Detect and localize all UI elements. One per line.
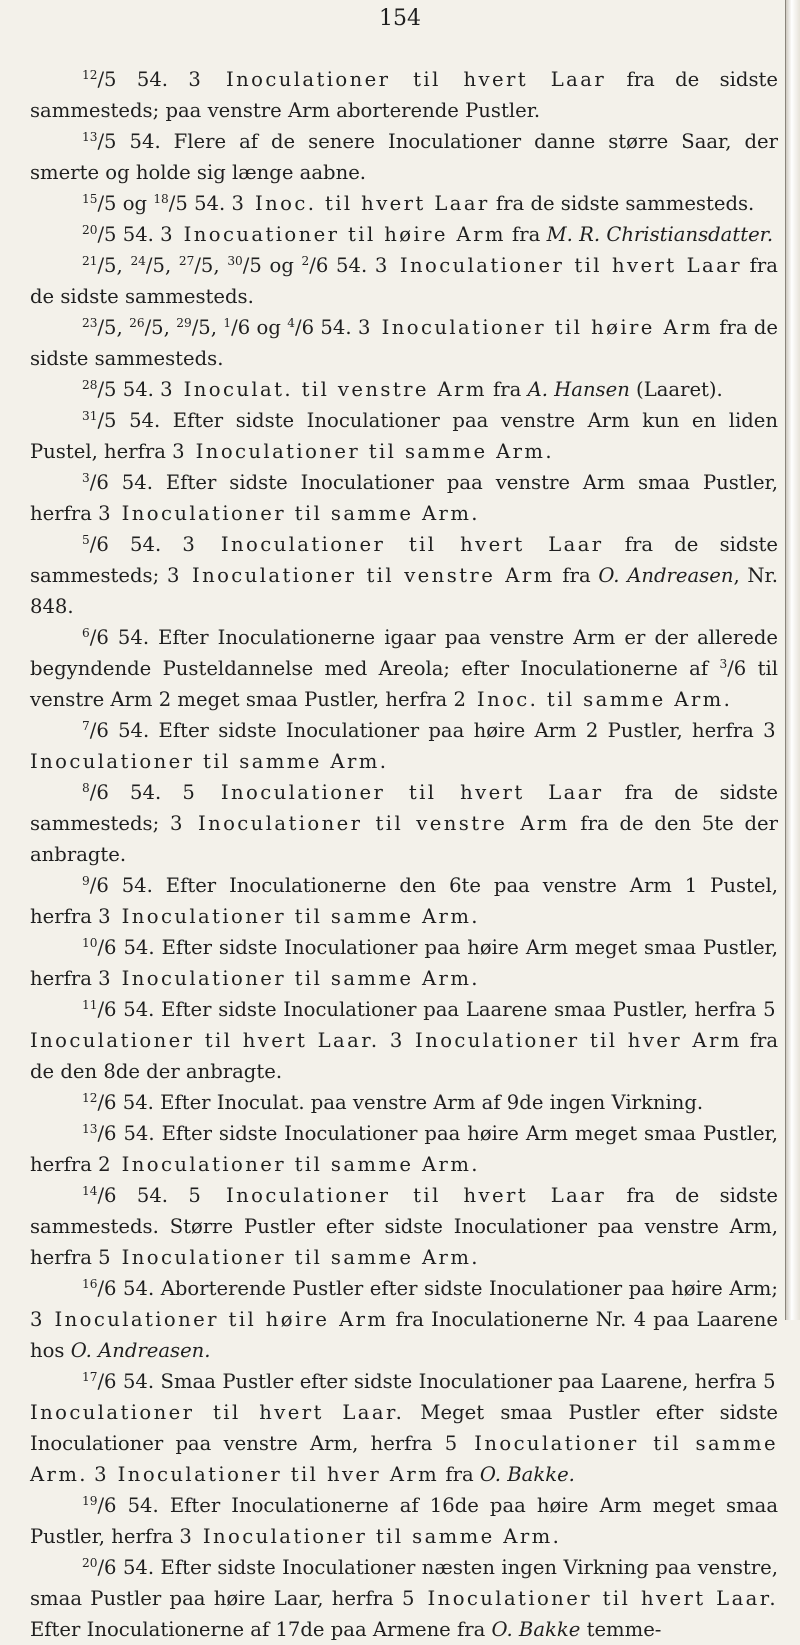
text-run: /6 54. (97, 1184, 189, 1207)
text-run: /6 54. (89, 781, 183, 804)
spaced-emphasis: 2 Inoculationer til samme Arm. (98, 1153, 480, 1176)
text-run: /6 og (231, 316, 288, 339)
text-run: /6 54. (89, 533, 183, 556)
spaced-emphasis: 2 Inoc. til samme Arm. (453, 688, 733, 711)
date-day: 4 (287, 316, 295, 331)
date-day: 14 (82, 1184, 98, 1199)
date-day: 13 (82, 130, 98, 145)
date-day: 17 (82, 1370, 98, 1385)
italic-name: O. Andreasen (598, 564, 734, 587)
journal-entry (30, 932, 778, 994)
text-run: /6 54. Efter Inoculationerne den 6te paa venstre Arm 1 Pustel, herfra (30, 874, 778, 928)
text-run: /5, (97, 254, 131, 277)
journal-entry (30, 870, 778, 932)
spaced-emphasis: 3 Inoculationer til hvert Laar (374, 254, 742, 277)
date-day: 10 (82, 936, 98, 951)
text-run: fra de sidste sammesteds; paa venstre Arm aborterende Pustler. (30, 68, 778, 122)
date-day: 20 (82, 1556, 98, 1571)
text-run: /6 54. Efter Inoculationerne igaar paa venstre Arm er der allerede begyndende Pusteldannelse med Areola; efter Inoculationerne af (30, 626, 778, 680)
text-run: /6 54. Efter sidste Inoculationer paa høire Arm meget smaa Pustler, herfra (30, 1122, 778, 1176)
spaced-emphasis: 3 Inoculationer til samme Arm. (30, 719, 778, 773)
journal-entry (30, 1118, 778, 1180)
spaced-emphasis: 5 Inoculationer til hvert Laar. (30, 1370, 778, 1424)
journal-entry (30, 64, 778, 126)
spaced-emphasis: 3 Inoculationer til samme Arm. (172, 440, 554, 463)
journal-entry (30, 1490, 778, 1552)
spaced-emphasis: 3 Inoculationer til samme Arm. (98, 967, 480, 990)
italic-name: O. Bakke. (479, 1463, 575, 1486)
italic-name: A. Hansen (527, 378, 630, 401)
date-day: 15 (82, 192, 98, 207)
journal-entry (30, 188, 778, 219)
journal-entry (30, 715, 778, 777)
date-day: 29 (176, 316, 192, 331)
text-run: /5 54. Flere af de senere Inoculationer danne større Saar, der smerte og holde sig længe aabne. (30, 130, 778, 184)
journal-entry (30, 467, 778, 529)
text-run: fra de sidste sammesteds; (30, 533, 778, 587)
spaced-emphasis: 3 Inoculationer til samme Arm. (179, 1525, 562, 1548)
date-day: 1 (223, 316, 232, 331)
text-run: fra de den 5te der anbragte. (30, 812, 778, 866)
italic-name: O. Andreasen. (70, 1339, 211, 1362)
date-day: 30 (227, 254, 243, 269)
text-run: fra de den 8de der anbragte. (30, 1029, 779, 1083)
journal-entry (30, 250, 778, 312)
date-day: 12 (82, 1091, 98, 1106)
date-day: 11 (82, 998, 98, 1013)
text-run: /6 54. Efter Inoculat. paa venstre Arm af 9de ingen Virkning. (97, 1091, 704, 1114)
date-day: 12 (82, 68, 98, 83)
journal-entry (30, 529, 778, 622)
spaced-emphasis: 3 Inoculationer til høire Arm (30, 1308, 389, 1331)
spaced-emphasis: 5 Inoculationer til hvert Laar. (401, 1587, 778, 1610)
text-run: temme- (580, 1618, 662, 1641)
text-run: /5 54. Efter sidste Inoculationer paa venstre Arm kun en liden Pustel, herfra (30, 409, 778, 463)
spaced-emphasis: 3 Inoculationer til hver Arm (94, 1463, 440, 1486)
text-run: /6 54. Efter sidste Inoculationer paa Laarene smaa Pustler, herfra (97, 998, 764, 1021)
date-day: 18 (153, 192, 169, 207)
journal-entry (30, 622, 778, 715)
text-run: /6 54. Efter Inoculationerne af 16de paa høire Arm meget smaa Pustler, herfra (30, 1494, 778, 1548)
text-run: fra (486, 378, 528, 401)
date-day: 20 (82, 223, 98, 238)
text-run: fra Inoculationerne Nr. 4 paa Laarene hos (30, 1308, 778, 1362)
date-day: 31 (82, 409, 98, 424)
journal-entry (30, 777, 778, 870)
text-run: /5, (144, 316, 177, 339)
date-day: 2 (301, 254, 310, 269)
spaced-emphasis: 3 Inoculat. til venstre Arm (160, 378, 487, 401)
date-day: 21 (82, 254, 98, 269)
text-run: /6 54. Aborterende Pustler efter sidste Inoculationer paa høire Arm; (97, 1277, 778, 1300)
date-day: 6 (82, 626, 90, 641)
text-run: /5, (97, 316, 130, 339)
journal-entry (30, 405, 778, 467)
journal-entry (30, 312, 778, 374)
date-day: 3 (82, 471, 90, 486)
text-run: /6 54. Efter sidste Inoculationer paa høire Arm meget smaa Pustler, herfra (30, 936, 778, 990)
spaced-emphasis: 5 Inoculationer til hvert Laar (188, 1184, 607, 1207)
journal-entry (30, 1552, 778, 1645)
spaced-emphasis: 3 Inoculationer til hvert Laar (182, 533, 604, 556)
date-day: 13 (82, 1122, 98, 1137)
journal-entry (30, 374, 778, 405)
spaced-emphasis: 3 Inoculationer til samme Arm. (98, 905, 480, 928)
text-run: /5 54. (97, 223, 161, 246)
text-run: fra (505, 223, 547, 246)
text-run: fra de sidste sammesteds. (489, 192, 755, 215)
text-run: /6 54. (294, 316, 358, 339)
text-run: Efter Inoculationerne af 17de paa Armene fra (30, 1618, 492, 1641)
text-run: fra (439, 1463, 480, 1486)
date-day: 3 (719, 657, 728, 672)
text-run: fra (554, 564, 599, 587)
text-run: /6 54. Efter sidste Inoculationer næsten ingen Virkning paa venstre, smaa Pustler paa høire Laar, herfra (30, 1556, 778, 1610)
text-run: fra de sidste sammesteds. (30, 316, 779, 370)
journal-entry (30, 1180, 778, 1273)
spaced-emphasis: 3 Inoculationer til hvert Laar (188, 68, 607, 91)
text-run: /6 54. Smaa Pustler efter sidste Inoculationer paa Laarene, herfra (97, 1370, 764, 1393)
page-edge (785, 0, 800, 1320)
date-day: 9 (82, 874, 90, 889)
journal-entry (30, 126, 778, 188)
text-run: /5, (145, 254, 179, 277)
text-run: /5, (191, 316, 224, 339)
spaced-emphasis: 5 Inoculationer til samme Arm. (30, 1432, 778, 1486)
date-day: 26 (129, 316, 145, 331)
journal-entry (30, 1366, 778, 1490)
spaced-emphasis: 3 Inoculationer til samme Arm. (98, 502, 480, 525)
text-run: /6 54. Efter sidste Inoculationer paa venstre Arm smaa Pustler, herfra (30, 471, 778, 525)
date-day: 8 (82, 781, 90, 796)
journal-entry (30, 1087, 778, 1118)
date-day: 28 (82, 378, 98, 393)
text-run: fra de sidste sammesteds. (30, 254, 778, 308)
page-number: 154 (379, 6, 421, 31)
italic-name: O. Bakke (491, 1618, 581, 1641)
text-run: /5 og (242, 254, 302, 277)
spaced-emphasis: 3 Inoculationer til høire Arm (357, 316, 713, 339)
text-run: /6 54. Efter sidste Inoculationer paa høire Arm 2 Pustler, herfra (89, 719, 764, 742)
spaced-emphasis: 3 Inoculationer til venstre Arm (166, 564, 555, 587)
text-run: /6 til venstre Arm 2 meget smaa Pustler, herfra (30, 657, 779, 711)
text-run: /5 54. (97, 68, 189, 91)
italic-name: M. R. Christiansdatter. (546, 223, 774, 246)
text-run: /5 54. (168, 192, 232, 215)
date-day: 27 (178, 254, 195, 269)
date-day: 23 (82, 316, 98, 331)
text-run: /6 54. (309, 254, 375, 277)
spaced-emphasis: 5 Inoculationer til hvert Laar (182, 781, 604, 804)
text-run: /5 54. (97, 378, 161, 401)
text-run: , Nr. 848. (30, 564, 778, 618)
date-day: 19 (82, 1494, 98, 1509)
spaced-emphasis: 3 Inoc. til hvert Laar (231, 192, 490, 215)
spaced-emphasis: 3 Inoculationer til venstre Arm (169, 812, 570, 835)
body-text (30, 64, 778, 1645)
date-day: 24 (130, 254, 146, 269)
text-run: /5 og (97, 192, 154, 215)
date-day: 7 (82, 719, 90, 734)
spaced-emphasis: 3 Inocuationer til høire Arm (160, 223, 506, 246)
text-run: /5, (194, 254, 228, 277)
spaced-emphasis: 5 Inoculationer til hvert Laar. 3 Inoculationer til hver Arm (30, 998, 778, 1052)
date-day: 16 (82, 1277, 98, 1292)
journal-entry (30, 219, 778, 250)
journal-entry (30, 994, 778, 1087)
text-run: (Laaret). (629, 378, 723, 401)
text-run: fra de sidste sammesteds. Større Pustler efter sidste Inoculationer paa venstre Arm, herfra (30, 1184, 778, 1269)
text-run: Meget smaa Pustler efter sidste Inoculationer paa venstre Arm, herfra (30, 1401, 779, 1455)
spaced-emphasis: 5 Inoculationer til samme Arm. (98, 1246, 480, 1269)
date-day: 5 (82, 533, 90, 548)
text-run: fra de sidste sammesteds; (30, 781, 778, 835)
